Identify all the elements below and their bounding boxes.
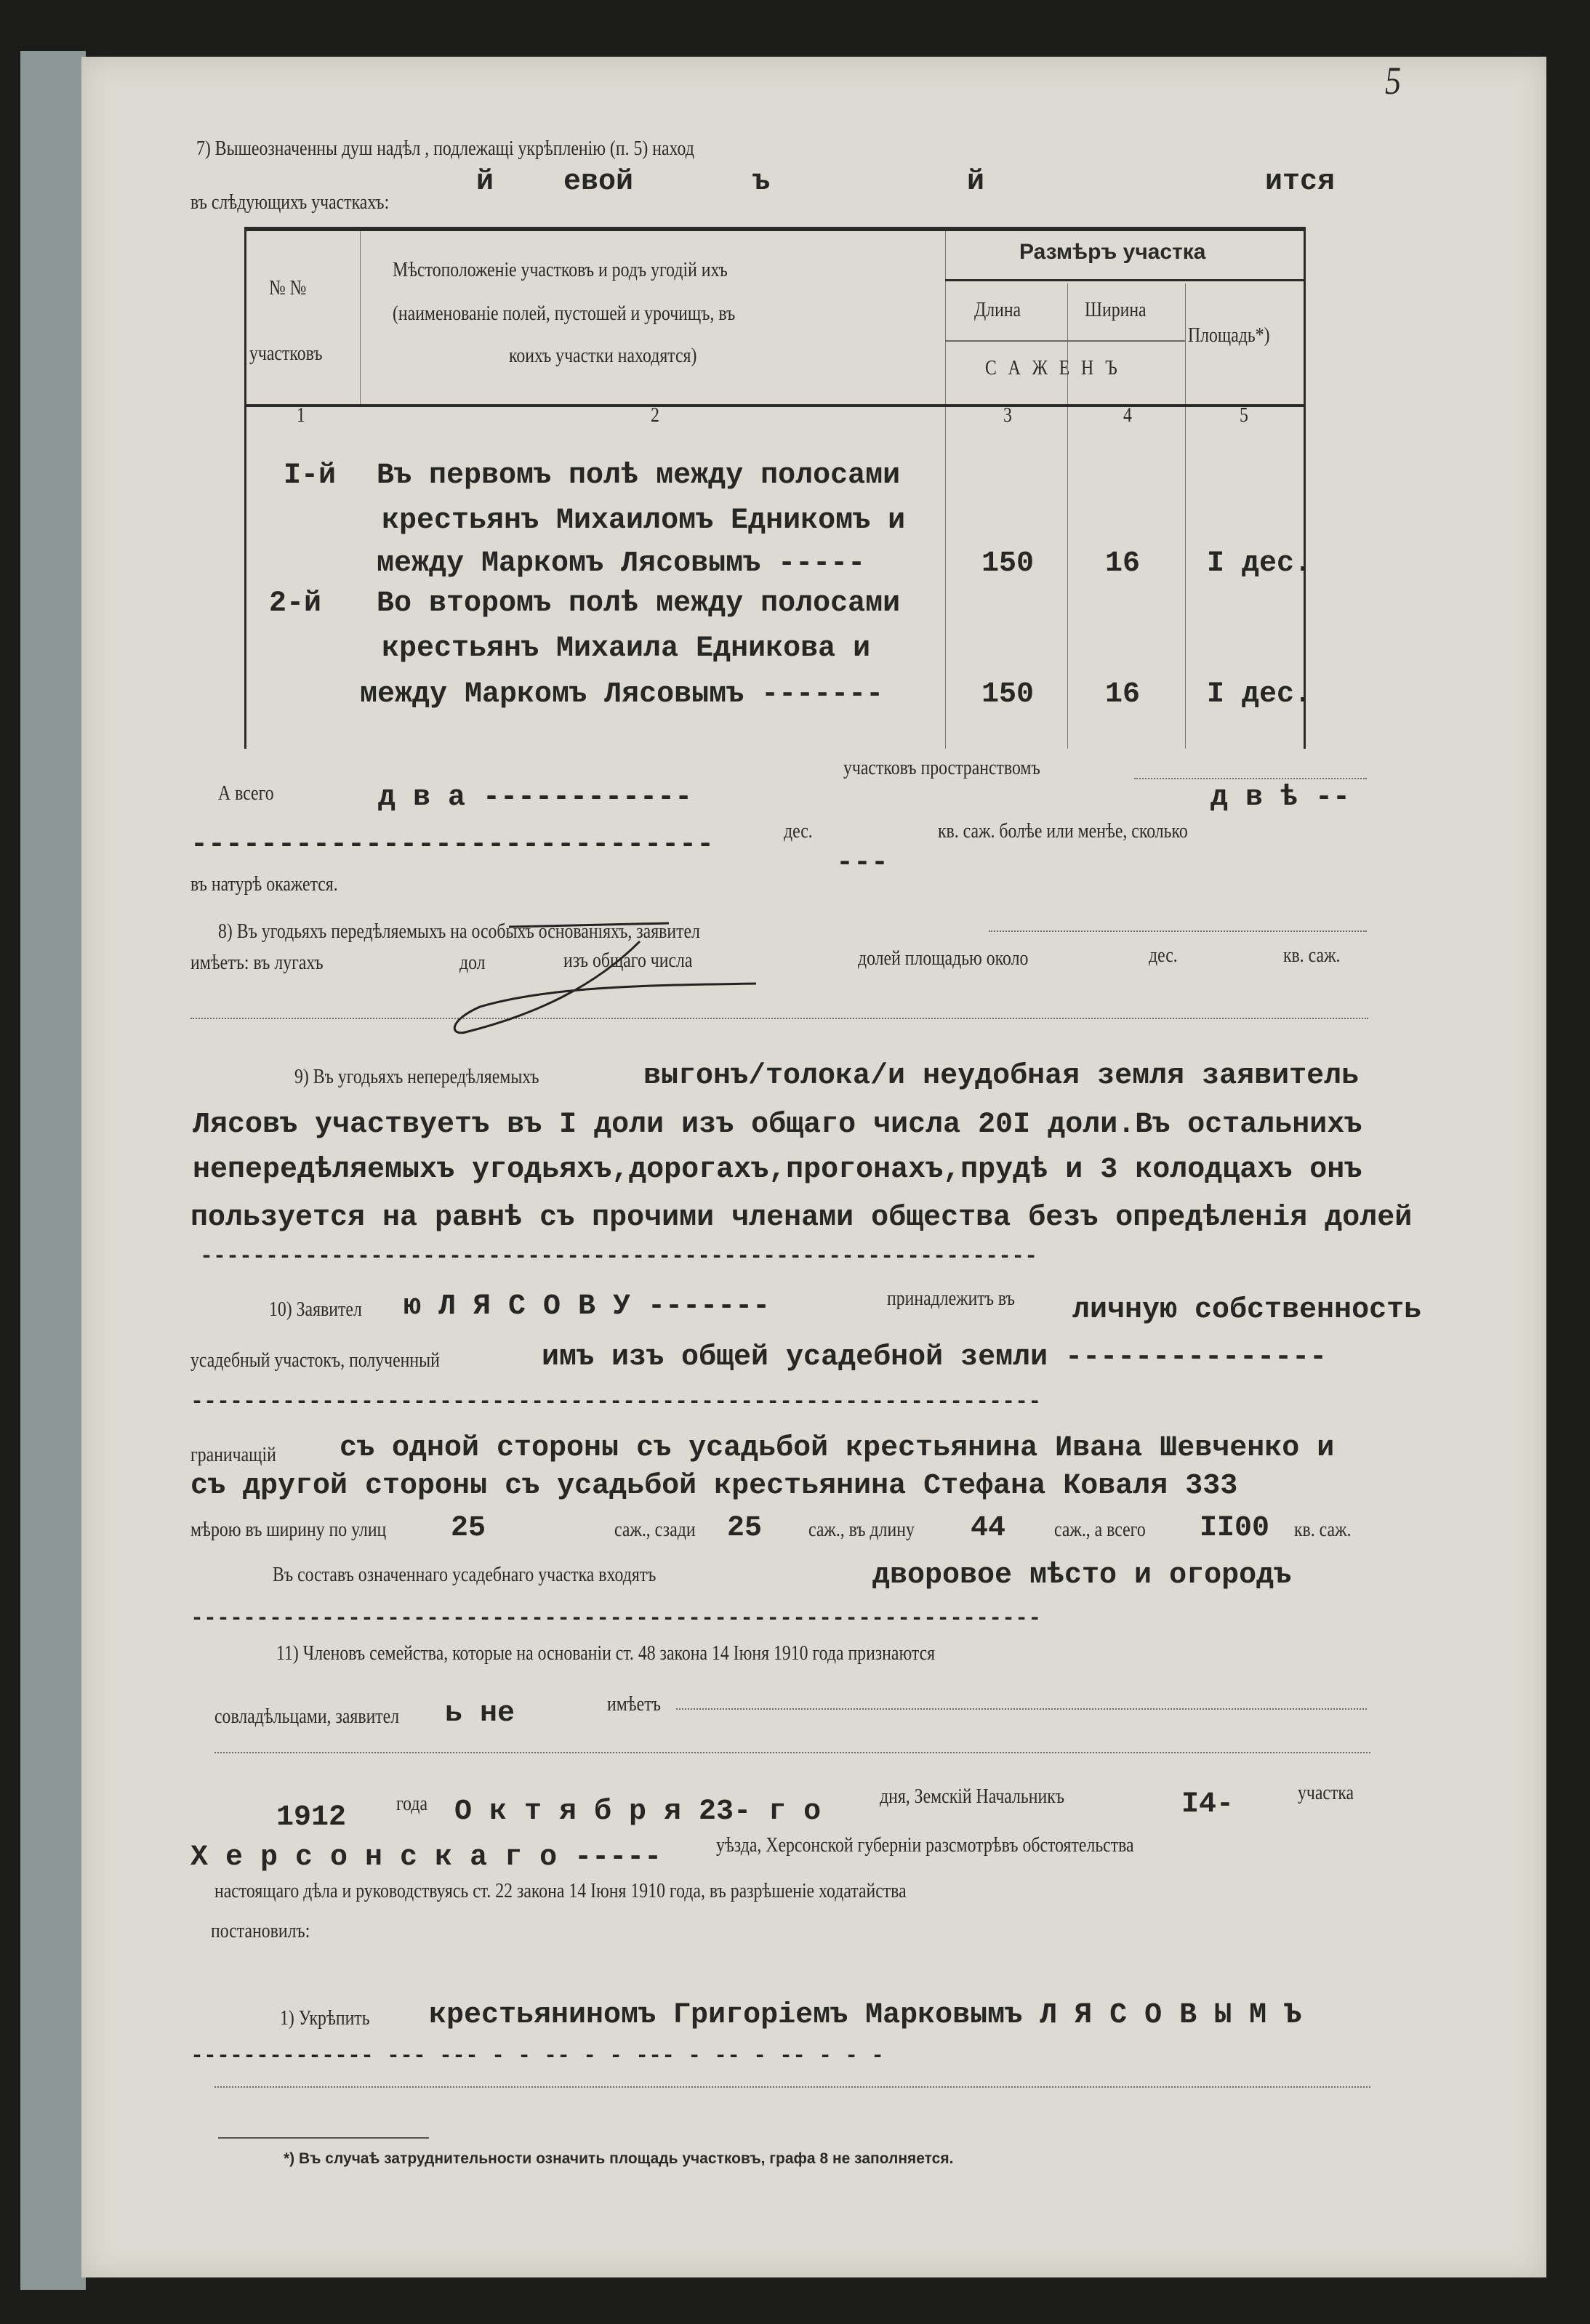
postanovil: постановилъ: xyxy=(211,1919,310,1942)
total-dashes: --- xyxy=(836,847,889,880)
measure-label: мѣрою въ ширину по улиц xyxy=(190,1518,387,1541)
col-number: 3 xyxy=(1003,403,1012,427)
row-length: 150 xyxy=(981,547,1035,580)
sazh-szadi: саж., сзади xyxy=(614,1518,696,1541)
header-location: (наименованіе полей, пустошей и урочищъ, въ xyxy=(393,302,736,325)
decision-line2: уѣзда, Херсонской губерніи разсмотрѣвъ обстоятельства xyxy=(716,1833,1134,1857)
total-sazh: II00 xyxy=(1200,1512,1270,1545)
sostav-label: Въ составъ означеннаго усадебнаго участка входятъ xyxy=(273,1563,657,1586)
section10-dashes: ----------------------------------------------------------------- xyxy=(190,1390,1042,1415)
row-location: Въ первомъ полѣ между полосами xyxy=(377,459,901,492)
binding-strip xyxy=(20,51,86,2290)
sostav-typed: дворовое мѣсто и огородъ xyxy=(872,1559,1292,1592)
section11-line2: совладѣльцами, заявител xyxy=(214,1705,400,1728)
section9-typed: Лясовъ участвуетъ въ I доли изъ общаго числа 20I доли.Въ остальнихъ xyxy=(193,1109,1362,1141)
row-width: 16 xyxy=(1105,678,1141,711)
ownership-type: личную собственность xyxy=(1072,1294,1422,1327)
total-count: д в а ------------ xyxy=(378,781,693,814)
sazh-dlinu: саж., въ длину xyxy=(808,1518,915,1541)
section8-dolei: долей площадью около xyxy=(858,946,1029,970)
length-value: 44 xyxy=(971,1512,1006,1545)
section10-dashes: ----------------------------------------------------------------- xyxy=(190,1607,1042,1631)
row-num: 2-й xyxy=(269,587,322,620)
item1-label: 1) Укрѣпить xyxy=(280,2006,370,2030)
row-num: I-й xyxy=(284,459,337,492)
section9-label: 9) Въ угодьяхъ непередѣляемыхъ xyxy=(294,1065,539,1088)
strikeout-flourish xyxy=(451,912,858,1036)
applicant-name: ю Л Я С О В У ------- xyxy=(403,1290,771,1323)
dnya-label: дня, Земскій Начальникъ xyxy=(880,1785,1065,1808)
width-street: 25 xyxy=(451,1512,486,1545)
row-length: 150 xyxy=(981,678,1035,711)
row-width: 16 xyxy=(1105,547,1141,580)
decision-line3: настоящаго дѣла и руководствуясь ст. 22 закона 14 Іюня 1910 года, въ разрѣшеніе ходатайства xyxy=(214,1879,907,1902)
row-area: I дес. xyxy=(1207,547,1312,580)
col-number: 1 xyxy=(297,403,305,427)
section8-dol: дол xyxy=(459,951,486,974)
row-location: крестьянъ Михаиломъ Едникомъ и xyxy=(382,504,906,537)
section9-typed: непередѣляемыхъ угодьяхъ,дорогахъ,прогонахъ,прудѣ и 3 колодцахъ онъ xyxy=(193,1154,1362,1186)
footnote: *) Въ случаѣ затруднительности означить площадь участковъ, графа 8 не заполняется. xyxy=(284,2150,954,2167)
total-area: д в ѣ -- xyxy=(1210,781,1351,814)
total-label: А всего xyxy=(218,781,274,805)
section7-text: 7) Вышеозначенны душ надѣл , подлежащі укрѣпленію (п. 5) наход xyxy=(196,137,694,160)
section8-kv: кв. саж. xyxy=(1283,944,1341,967)
section8-des: дес. xyxy=(1149,944,1178,967)
border-2: съ другой стороны съ усадьбой крестьянина Стефана Коваля 333 xyxy=(190,1470,1238,1503)
section8-iz: изъ общаго числа xyxy=(563,949,693,972)
sazh-vsego: саж., а всего xyxy=(1054,1518,1146,1541)
typed-fill: й xyxy=(476,166,494,198)
section11-line1: 11) Членовъ семейства, которые на основаніи ст. 48 закона 14 Іюня 1910 года признаются xyxy=(276,1641,936,1665)
typed-fill: евой xyxy=(563,166,634,198)
uchastok-number: I4- xyxy=(1181,1788,1234,1821)
section10-granich: граничащій xyxy=(190,1443,276,1466)
border-1: съ одной стороны съ усадьбой крестьянина Ивана Шевченко и xyxy=(340,1432,1335,1465)
goda-label: года xyxy=(396,1792,428,1815)
year: 1912 xyxy=(276,1801,347,1834)
row-location: между Маркомъ Лясовымъ ----- xyxy=(377,547,866,580)
row-location: крестьянъ Михаила Едникова и xyxy=(382,632,871,665)
header-width: Ширина xyxy=(1085,298,1147,321)
typed-fill: й xyxy=(967,166,985,198)
section10-prinadlezhit: принадлежитъ въ xyxy=(887,1287,1015,1310)
kv-sazh: кв. саж. xyxy=(1294,1518,1352,1541)
item1-dashes: -------------- --- --- - - -- - - --- - -- - -- - - - xyxy=(190,2044,885,2069)
section7-line2: въ слѣдующихъ участкахъ: xyxy=(190,190,390,214)
typed-fill: ится xyxy=(1265,166,1336,198)
width-back: 25 xyxy=(727,1512,763,1545)
date-typed: О к т я б р я 23- г о xyxy=(454,1796,822,1828)
row-location: Во второмъ полѣ между полосами xyxy=(377,587,901,620)
section9-typed: пользуется на равнѣ съ прочими членами общества безъ опредѣленія долей xyxy=(190,1202,1413,1234)
total-natura: въ натурѣ окажется. xyxy=(190,872,338,896)
uezd-typed: Х е р с о н с к а г о ----- xyxy=(190,1841,662,1874)
section10-label: 10) Заявител xyxy=(269,1298,362,1321)
section11-typed: ь не xyxy=(445,1697,515,1730)
row-area: I дес. xyxy=(1207,678,1312,711)
uchastka-label: участка xyxy=(1298,1781,1354,1804)
total-uchastkov: участковъ пространствомъ xyxy=(843,756,1040,779)
section9-dashes: ---------------------------------------------------------------- xyxy=(200,1245,1038,1269)
item1-typed: крестьяниномъ Григоріемъ Марковымъ Л Я С О В Ы М Ъ xyxy=(429,1999,1302,2032)
total-dashes: ------------------------------ xyxy=(190,829,715,861)
header-num-label: участковъ xyxy=(249,342,323,365)
header-num: № № xyxy=(269,276,307,299)
header-area: Площадь*) xyxy=(1188,323,1270,347)
row-location: между Маркомъ Лясовымъ ------- xyxy=(360,678,884,711)
total-des: дес. xyxy=(784,819,813,843)
section10-usadebny: усадебный участокъ, полученный xyxy=(190,1348,440,1372)
typed-fill: ъ xyxy=(752,166,771,198)
header-unit: С А Ж Е Н Ъ xyxy=(985,356,1121,379)
header-length: Длина xyxy=(974,298,1021,321)
header-size: Размѣръ участка xyxy=(1019,240,1206,264)
section9-typed: выгонъ/толока/и неудобная земля заявитель xyxy=(643,1060,1360,1093)
header-location: Мѣстоположеніе участковъ и родъ угодій ихъ xyxy=(393,258,728,281)
page-number: 5 xyxy=(1385,59,1402,102)
col-number: 5 xyxy=(1240,403,1248,427)
received-from: имъ изъ общей усадебной земли --------------- xyxy=(542,1341,1328,1374)
section11-imeet: имѣетъ xyxy=(607,1692,661,1716)
section8-imeet: имѣетъ: въ лугахъ xyxy=(190,951,324,974)
total-kv-sazh: кв. саж. болѣе или менѣе, сколько xyxy=(938,819,1188,843)
header-location: коихъ участки находятся) xyxy=(509,344,697,367)
col-number: 2 xyxy=(651,403,659,427)
col-number: 4 xyxy=(1123,403,1132,427)
section8-line1: 8) Въ угодьяхъ передѣляемыхъ на особыхъ основаніяхъ, заявител xyxy=(218,920,700,943)
